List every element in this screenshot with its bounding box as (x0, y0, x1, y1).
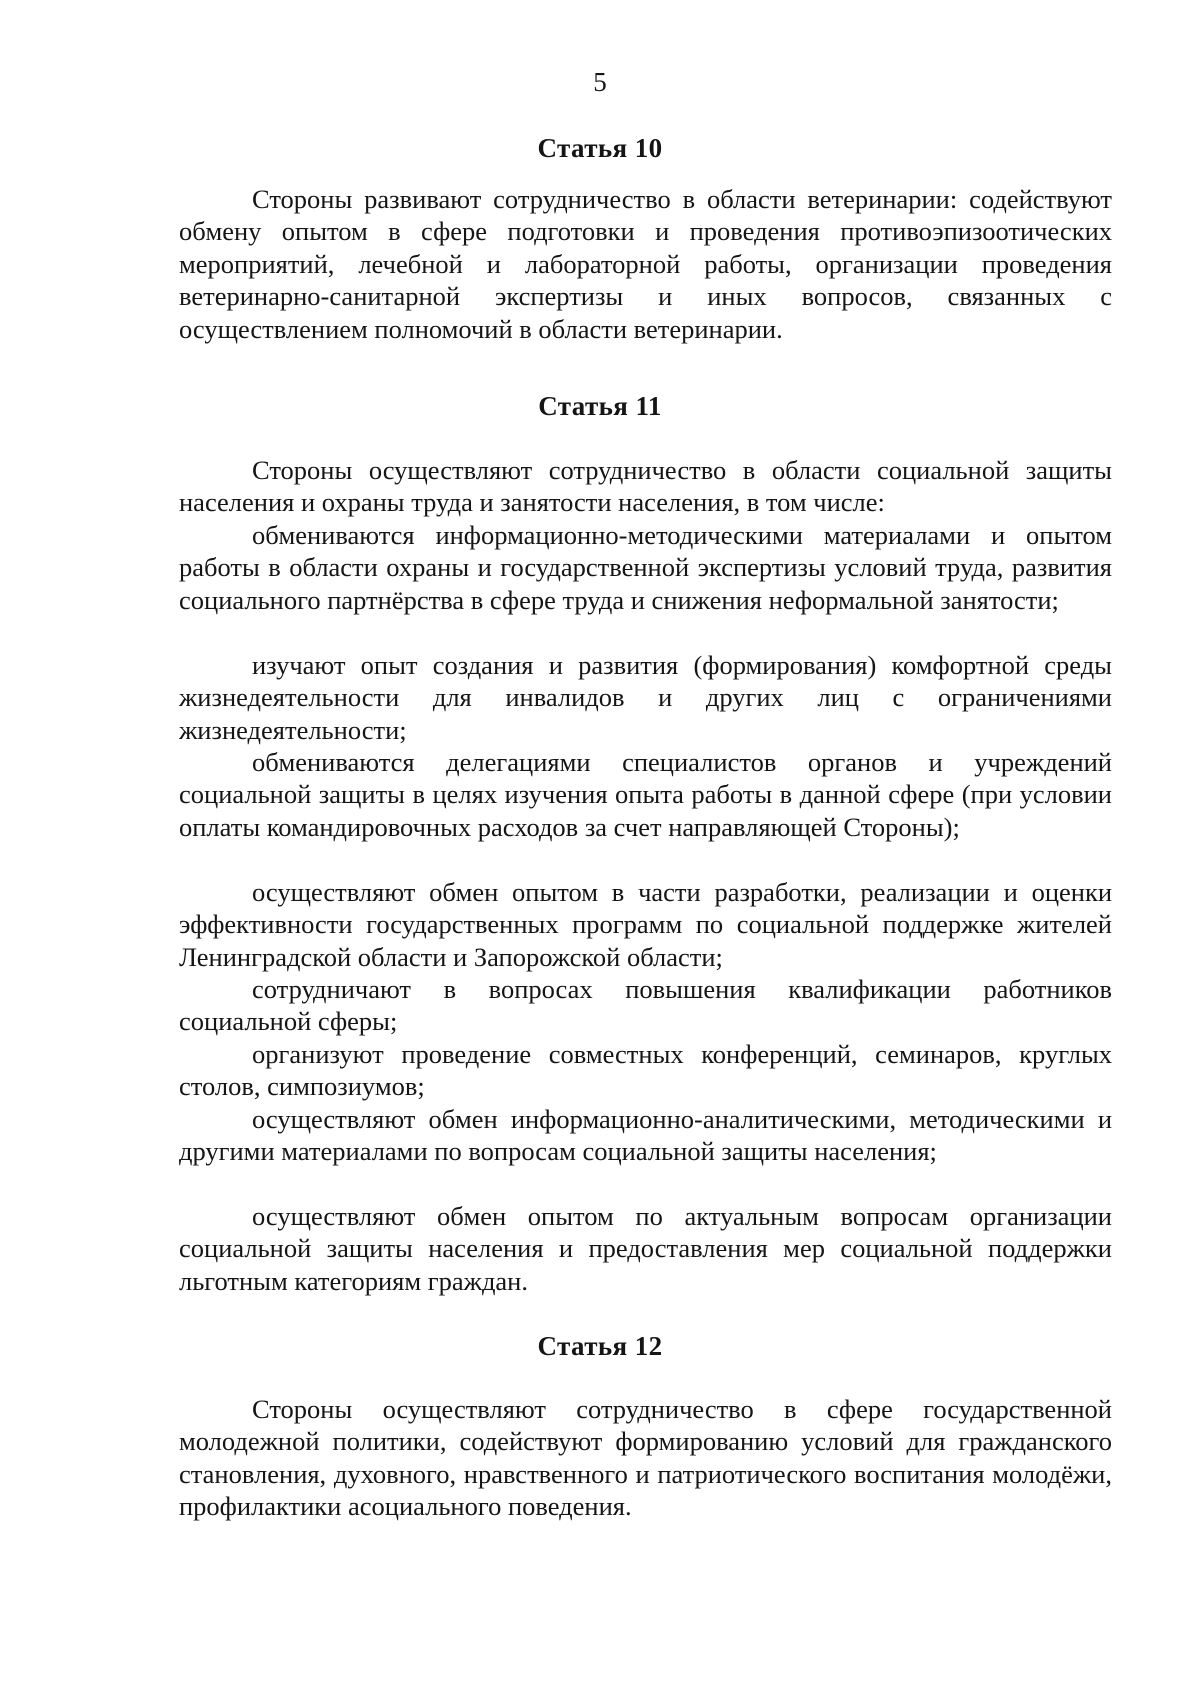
article-11-paragraph-3: изучают опыт создания и развития (формирования) комфортной среды жизнедеятельности для инвалидов и других лиц с ограничениями жизнедеятельности; (179, 650, 1112, 745)
article-11-paragraph-4: обмениваются делегациями специалистов органов и учреждений социальной защиты в целях изучения опыта работы в данной сфере (при условии оплаты командировочных расходов за счет направляющей Стороны); (179, 747, 1112, 842)
article-10-heading: Статья 10 (537, 133, 663, 163)
page-number: 5 (593, 67, 607, 97)
article-11-paragraph-8: осуществляют обмен информационно-аналитическими, методическими и другими материалами по вопросам социальной защиты населения; (179, 1104, 1112, 1167)
article-11-paragraph-2: обмениваются информационно-методическими материалами и опытом работы в области охраны и государственной экспертизы условий труда, развития социального партнёрства в сфере труда и снижения неформальной занятости; (179, 520, 1112, 615)
article-12-heading: Статья 12 (537, 1331, 663, 1361)
article-11-paragraph-9: осуществляют обмен опытом по актуальным вопросам организации социальной защиты населения и предоставления мер социальной поддержки льготным категориям граждан. (179, 1201, 1112, 1296)
article-12-paragraph-1: Стороны осуществляют сотрудничество в сфере государственной молодежной политики, содействуют формированию условий для гражданского становления, духовного, нравственного и патриотического воспитания молодёжи, профилактики асоциального поведения. (179, 1394, 1112, 1522)
article-11-paragraph-1: Стороны осуществляют сотрудничество в области социальной защиты населения и охраны труда и занятости населения, в том числе: (179, 455, 1112, 518)
article-11-paragraph-5: осуществляют обмен опытом в части разработки, реализации и оценки эффективности государственных программ по социальной поддержке жителей Ленинградской области и Запорожской области; (179, 877, 1112, 972)
article-11-heading: Статья 11 (538, 391, 662, 421)
article-10-paragraph-1: Стороны развивают сотрудничество в области ветеринарии: содействуют обмену опытом в сфере подготовки и проведения противоэпизоотических мероприятий, лечебной и лабораторной работы, организации проведения ветеринарно-санитарной экспертизы и иных вопросов, связанных с осуществлением полномочий в области ветеринарии. (179, 184, 1112, 344)
article-11-paragraph-6: сотрудничают в вопросах повышения квалификации работников социальной сферы; (179, 974, 1112, 1037)
article-11-paragraph-7: организуют проведение совместных конференций, семинаров, круглых столов, симпозиумов; (179, 1039, 1112, 1102)
